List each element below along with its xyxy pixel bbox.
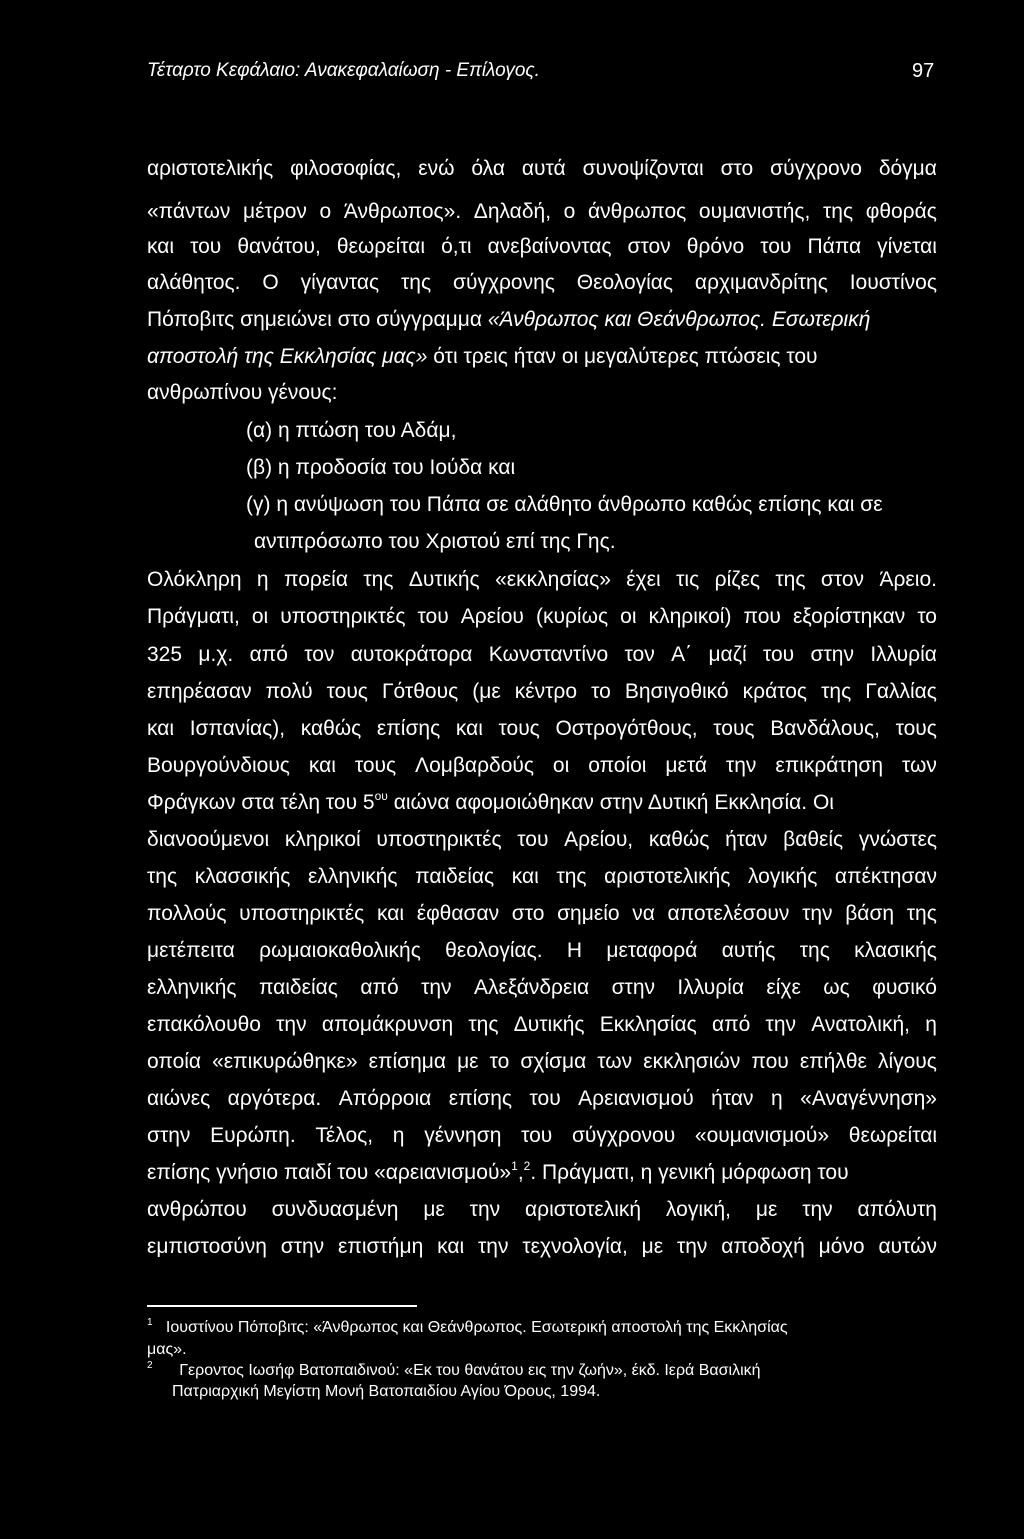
word: Α΄ — [671, 643, 693, 666]
word: ο — [563, 200, 576, 223]
word: Ιλλυρία — [870, 643, 937, 666]
word: συνδυασμένη — [271, 1198, 399, 1221]
footnote-2 — [147, 1361, 937, 1381]
word: βάση — [845, 902, 895, 925]
word: ελληνικής — [308, 865, 398, 888]
word: επιστήμη — [338, 1235, 424, 1258]
word: επίσημα — [368, 1050, 447, 1073]
word: Ανατολική, — [811, 1013, 910, 1036]
word: και — [376, 902, 405, 925]
body-line — [147, 1012, 937, 1038]
running-header-title: Τέταρτο Κεφάλαιο: Ανακεφαλαίωση - Επίλογος. — [147, 60, 540, 81]
word: που — [751, 1050, 789, 1073]
word: όλα — [471, 157, 505, 180]
text — [147, 901, 937, 927]
word: εκκλησιών — [643, 1050, 741, 1073]
word: τους — [326, 680, 368, 703]
text — [147, 679, 937, 705]
body-line — [147, 1197, 937, 1223]
body-line — [147, 975, 937, 1001]
word: κλασικής — [854, 939, 937, 962]
word: τον — [624, 643, 655, 666]
word: αιώνες — [147, 1087, 211, 1110]
word: την — [478, 1235, 509, 1258]
word: επικράτηση — [775, 754, 884, 777]
word: αριστοτελικής — [604, 865, 731, 888]
body-line — [147, 938, 937, 964]
word: της — [775, 568, 806, 591]
word: έφθασαν — [416, 902, 500, 925]
word: στο — [511, 902, 545, 925]
word: ρωμαιοκαθολικής — [259, 939, 421, 962]
word: στην — [611, 976, 655, 999]
word: Πάπα — [807, 235, 862, 258]
text — [147, 642, 937, 668]
word: Δηλαδή, — [473, 200, 552, 223]
word: θανάτου, — [237, 235, 321, 258]
word: φυσικό — [872, 976, 937, 999]
word: βαθείς — [783, 828, 844, 851]
word: επήλθε — [799, 1050, 867, 1073]
word: μ.χ. — [198, 643, 234, 666]
text: επίσης γνήσιο παιδί του «αρειανισμού» — [147, 1161, 512, 1184]
word: στην — [147, 1124, 191, 1147]
word: οι — [620, 605, 637, 628]
word: τους — [713, 717, 755, 740]
word: και — [308, 754, 336, 777]
body-line — [147, 234, 937, 260]
word: μόνο — [818, 1235, 865, 1258]
word: στον — [627, 235, 671, 258]
word: «Αναγέννηση» — [800, 1087, 937, 1110]
word: με — [755, 1198, 778, 1221]
word: ο — [319, 200, 332, 223]
body-line — [147, 1123, 937, 1149]
word: και — [511, 865, 539, 888]
word: από — [249, 643, 288, 666]
word: ουμανιστής, — [698, 200, 811, 223]
text — [147, 1123, 937, 1149]
word: στον — [820, 568, 865, 591]
word: που — [743, 605, 781, 628]
word: της — [401, 271, 432, 294]
word: των — [901, 754, 937, 777]
word: κληρικοί — [284, 828, 361, 851]
word: γνώστες — [858, 828, 937, 851]
text — [147, 270, 937, 296]
body-line — [147, 380, 338, 406]
word: κέντρο — [514, 680, 578, 703]
word: παιδείας — [258, 976, 338, 999]
word: Γότθους — [381, 680, 459, 703]
word: σημείο — [557, 902, 620, 925]
word: και — [147, 717, 175, 740]
word: στην — [810, 643, 854, 666]
word: άνθρωπος — [587, 200, 687, 223]
word: της — [799, 939, 830, 962]
word: την — [765, 1013, 797, 1036]
word: λογικής — [747, 865, 818, 888]
word: η — [256, 568, 269, 591]
word: Αρείου — [460, 605, 524, 628]
word: «ουμανισμού» — [694, 1124, 830, 1147]
word: Ο — [262, 271, 279, 294]
word: (με — [472, 680, 501, 703]
word: της — [906, 902, 937, 925]
text — [147, 156, 937, 182]
word: αυτά — [521, 157, 566, 180]
word: του — [529, 1087, 561, 1110]
word: Κωνσταντίνο — [488, 643, 609, 666]
list-item — [246, 455, 515, 481]
word: και — [437, 1235, 465, 1258]
word: του — [417, 605, 449, 628]
word: εξορίστηκαν — [792, 605, 906, 628]
word: της — [556, 865, 587, 888]
word: αριστοτελικής — [147, 157, 274, 180]
word: Αρειανισμού — [578, 1087, 694, 1110]
word: φιλοσοφίας, — [290, 157, 402, 180]
word: την — [802, 902, 833, 925]
word: Γαλλίας — [865, 680, 937, 703]
word: επακόλουθο — [147, 1013, 261, 1036]
text — [147, 1197, 937, 1223]
word: οι — [251, 605, 269, 628]
word: αρχιμανδρίτης — [694, 271, 828, 294]
word: Ευρώπη. — [210, 1124, 296, 1147]
word: η — [925, 1013, 937, 1036]
text — [147, 199, 937, 225]
body-line — [147, 864, 937, 890]
word: ως — [823, 976, 850, 999]
word: ό,τι — [441, 235, 472, 258]
word: την — [421, 976, 452, 999]
list-item — [246, 418, 456, 444]
word: ανεβαίνοντας — [487, 235, 612, 258]
word: της — [821, 680, 852, 703]
word: η — [392, 1124, 405, 1147]
word: είχε — [766, 976, 801, 999]
text — [147, 827, 937, 853]
word: ήταν — [711, 1087, 754, 1110]
word: σχίσμα — [520, 1050, 587, 1073]
word: ρίζες — [714, 568, 760, 591]
list-item-continuation — [254, 529, 616, 555]
word: οποία — [147, 1050, 202, 1073]
word: αυτοκράτορα — [350, 643, 473, 666]
word: ανθρώπου — [147, 1198, 247, 1221]
word: Ιουστίνος — [849, 271, 937, 294]
word: σύγχρονης — [453, 271, 555, 294]
word: Ισπανίας), — [189, 717, 286, 740]
word: αποδοχή — [721, 1235, 805, 1258]
word: την — [469, 1198, 501, 1221]
text — [147, 716, 937, 742]
text: Ιουστίνου Πόποβιτς: «Άνθρωπος και Θεάνθρωπος. Εσωτερική αποστολή της Εκκλησίας — [165, 1319, 788, 1336]
word: επηρέασαν — [147, 680, 252, 703]
word: «πάντων — [147, 200, 231, 223]
word: πορεία — [284, 568, 348, 591]
text — [147, 1012, 937, 1038]
word: του — [190, 235, 222, 258]
text: Πατριαρχική Μεγίστη Μονή Βατοπαιδίου Αγίου Όρους, 1994. — [172, 1383, 601, 1400]
word: Δυτικής — [513, 1013, 585, 1036]
word: στην — [280, 1235, 325, 1258]
word: Ιλλυρία — [677, 976, 744, 999]
body-line — [147, 567, 937, 593]
word: την — [725, 754, 757, 777]
body-line — [147, 156, 937, 182]
word: του — [517, 828, 549, 851]
word: σύγχρονου — [571, 1124, 676, 1147]
word: επίσης — [448, 1087, 513, 1110]
word: το — [489, 1050, 510, 1073]
body-line — [147, 901, 937, 927]
word: γίγαντας — [300, 271, 380, 294]
word: μεταφορά — [606, 939, 698, 962]
word: με — [423, 1198, 445, 1221]
body-line — [147, 790, 834, 816]
body-line — [147, 344, 818, 370]
word: υποστηρικτές — [376, 828, 502, 851]
word: επίσης — [376, 717, 441, 740]
word: Βανδάλους, — [770, 717, 880, 740]
word: στο — [720, 157, 754, 180]
word: 325 — [147, 643, 183, 666]
word: το — [917, 605, 937, 628]
word: Βησιγοθικό — [624, 680, 729, 703]
text — [147, 975, 937, 1001]
body-line — [147, 270, 937, 296]
footnote-2-continuation — [172, 1382, 600, 1402]
word: θεωρείται — [336, 235, 426, 258]
text: Φράγκων στα τέλη του 5 — [147, 791, 375, 814]
word: υποστηρικτές — [239, 902, 365, 925]
word: με — [641, 1235, 664, 1258]
word: θρόνο — [686, 235, 745, 258]
word: της — [468, 1013, 499, 1036]
word: τους — [498, 717, 540, 740]
word: καθώς — [648, 828, 710, 851]
book-title-italic: «Άνθρωπος και Θεάνθρωπος. Εσωτερική — [487, 308, 871, 331]
word: σύγχρονο — [770, 157, 862, 180]
text: Γεροντος Ιωσήφ Βατοπαιδινού: «Εκ του θανάτου εις την ζωήν», έκδ. Ιερά Βασιλική — [179, 1362, 761, 1379]
word: απόλυτη — [857, 1198, 937, 1221]
word: ενώ — [418, 157, 455, 180]
word: της — [147, 865, 178, 888]
word: αριστοτελική — [525, 1198, 642, 1221]
word: λίγους — [877, 1050, 937, 1073]
word: Λομβαρδούς — [415, 754, 534, 777]
word: συνοψίζονται — [582, 157, 704, 180]
word: αποτελέσουν — [667, 902, 790, 925]
word: κράτος — [742, 680, 808, 703]
word: «επικυρώθηκε» — [212, 1050, 358, 1073]
footnote-ref-1[interactable]: 1 — [511, 1159, 518, 1173]
body-line — [147, 199, 937, 225]
word: Άνθρωπος». — [343, 200, 462, 223]
word: πολύ — [265, 680, 313, 703]
word: (κυρίως — [535, 605, 609, 628]
footnote-1-continuation — [147, 1340, 187, 1360]
word: κληρικοί) — [648, 605, 732, 628]
word: αυτής — [721, 939, 776, 962]
word: Αρείου, — [564, 828, 634, 851]
book-title-italic: αποστολή της Εκκλησίας μας» — [147, 345, 428, 368]
word: του — [521, 1124, 553, 1147]
footnote-ref-2[interactable]: 2 — [523, 1159, 531, 1173]
word: κλασσικής — [194, 865, 291, 888]
list-item — [246, 492, 883, 518]
word: παιδείας — [415, 865, 495, 888]
word: τεχνολογία, — [522, 1235, 628, 1258]
page-number: 97 — [912, 60, 935, 82]
word: Δυτικής — [408, 568, 480, 591]
text — [147, 864, 937, 890]
word: ελληνικής — [147, 976, 237, 999]
text: αιώνα αφομοιώθηκαν στην Δυτική Εκκλησία. Οι — [387, 791, 834, 814]
word: οποίοι — [588, 754, 647, 777]
word: Ολόκληρη — [147, 568, 242, 591]
footnote-separator — [147, 1305, 417, 1307]
text — [147, 938, 937, 964]
text — [147, 753, 937, 779]
text: ανθρωπίνου γένους: — [147, 381, 338, 404]
body-line — [147, 642, 937, 668]
word: να — [632, 902, 655, 925]
word: Τέλος, — [315, 1124, 374, 1147]
body-line — [147, 1160, 849, 1186]
word: και — [455, 717, 483, 740]
text: (γ) η ανύψωση του Πάπα σε αλάθητο άνθρωπο καθώς επίσης και σε — [246, 493, 883, 516]
word: της — [363, 568, 394, 591]
word: Η — [566, 939, 583, 962]
text — [147, 567, 937, 593]
word: μετά — [665, 754, 707, 777]
text: , — [517, 1161, 524, 1184]
word: Βουργούνδιους — [147, 754, 290, 777]
word: αργότερα. — [227, 1087, 322, 1110]
word: απομάκρυνση — [321, 1013, 454, 1036]
word: Θεολογίας — [576, 271, 674, 294]
ordinal-superscript: ου — [374, 789, 388, 803]
body-line — [147, 1086, 937, 1112]
word: τον — [304, 643, 335, 666]
word: υποστηρικτές — [280, 605, 406, 628]
body-line — [147, 307, 870, 333]
text: (α) η πτώση του Αδάμ, — [246, 419, 457, 442]
word: με — [457, 1050, 479, 1073]
body-line — [147, 753, 937, 779]
text: Πόποβιτς σημειώνει στο σύγγραμμα — [147, 308, 488, 331]
word: από — [360, 976, 399, 999]
word: Πράγματι, — [147, 605, 240, 628]
word: τους — [895, 717, 937, 740]
word: «εκκλησίας» — [495, 568, 611, 591]
word: μέτρον — [243, 200, 307, 223]
word: τις — [676, 568, 700, 591]
word: την — [676, 1235, 708, 1258]
word: αλάθητος. — [147, 271, 241, 294]
text: ότι τρεις ήταν οι μεγαλύτερες πτώσεις του — [427, 345, 818, 368]
text: . Πράγματι, η γενική μόρφωση του — [530, 1161, 849, 1184]
body-line — [147, 679, 937, 705]
word: της — [822, 200, 854, 223]
word: του — [762, 643, 795, 666]
word: εμπιστοσύνη — [147, 1235, 267, 1258]
footnote-1 — [147, 1318, 937, 1338]
word: λογική, — [665, 1198, 732, 1221]
word: γέννηση — [424, 1124, 502, 1147]
body-line — [147, 716, 937, 742]
word: θεολογίας. — [445, 939, 543, 962]
text: αντιπρόσωπο του Χριστού επί της Γης. — [254, 530, 616, 553]
footnote-number: 2 — [147, 1360, 153, 1371]
word: των — [597, 1050, 633, 1073]
word: του — [760, 235, 792, 258]
word: η — [770, 1087, 783, 1110]
word: το — [591, 680, 611, 703]
text — [147, 1234, 937, 1260]
text — [147, 1086, 937, 1112]
word: γίνεται — [877, 235, 937, 258]
word: μαζί — [708, 643, 747, 666]
word: απέκτησαν — [834, 865, 937, 888]
body-line — [147, 604, 937, 630]
word: φθοράς — [865, 200, 937, 223]
text: μας». — [147, 1341, 187, 1358]
footnote-number: 1 — [147, 1317, 153, 1328]
word: δόγμα — [878, 157, 937, 180]
word: από — [712, 1013, 751, 1036]
text — [147, 1049, 937, 1075]
word: πολλούς — [147, 902, 227, 925]
word: οι — [552, 754, 570, 777]
word: αυτών — [878, 1235, 937, 1258]
word: την — [802, 1198, 833, 1221]
body-line — [147, 827, 937, 853]
word: Άρειο. — [879, 568, 937, 591]
text — [147, 234, 937, 260]
word: μετέπειτα — [147, 939, 235, 962]
word: και — [147, 235, 175, 258]
word: διανοούμενοι — [147, 828, 270, 851]
word: Οστρογότθους, — [555, 717, 698, 740]
text — [147, 604, 937, 630]
word: θεωρείται — [848, 1124, 937, 1147]
word: Εκκλησίας — [599, 1013, 697, 1036]
word: ήταν — [725, 828, 768, 851]
word: Αλεξάνδρεια — [473, 976, 590, 999]
text: (β) η προδοσία του Ιούδα και — [246, 456, 516, 479]
word: Απόρροια — [338, 1087, 432, 1110]
body-line — [147, 1049, 937, 1075]
word: την — [276, 1013, 307, 1036]
body-line — [147, 1234, 937, 1260]
word: έχει — [626, 568, 661, 591]
word: καθώς — [300, 717, 362, 740]
word: τους — [354, 754, 397, 777]
